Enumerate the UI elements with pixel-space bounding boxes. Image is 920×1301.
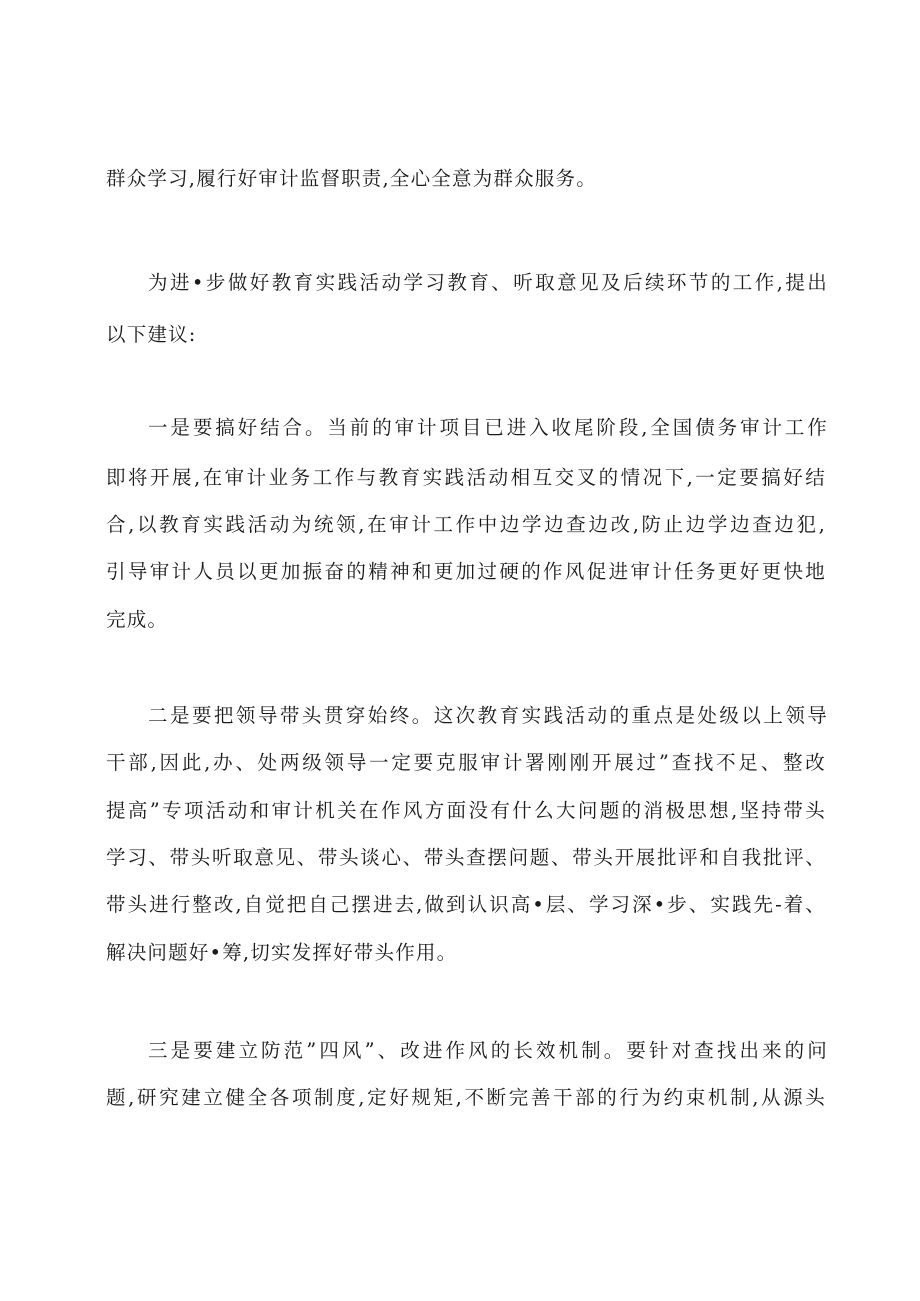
paragraph-suggestion-three-line-2: 题,研究建立健全各项制度,定好规矩,不断完善干部的行为约束机制,从源头 (106, 1086, 826, 1109)
paragraph-suggestion-two-line-3: 提高”专项活动和审计机关在作风方面没有什么大问题的消极思想,坚持带头 (106, 799, 826, 822)
paragraph-suggestion-one-line-4: 引导审计人员以更加振奋的精神和更加过硬的作风促进审计任务更好更快地 (106, 560, 826, 583)
paragraph-suggestions-intro-line-1: 为进•步做好教育实践活动学习教育、听取意见及后续环节的工作,提出 (148, 271, 828, 294)
paragraph-suggestion-two-line-1: 二是要把领导带头贯穿始终。这次教育实践活动的重点是处级以上领导 (148, 704, 828, 727)
paragraph-suggestion-one-line-2: 即将开展,在审计业务工作与教育实践活动相互交叉的情况下,一定要搞好结 (106, 466, 826, 489)
paragraph-suggestion-two-line-5: 带头进行整改,自觉把自己摆进去,做到认识高•层、学习深•步、实践先-着、 (106, 893, 826, 916)
paragraph-suggestion-two-line-4: 学习、带头听取意见、带头谈心、带头查摆问题、带头开展批评和自我批评、 (106, 846, 826, 869)
paragraph-suggestion-two-line-2: 干部,因此,办、处两级领导一定要克服审计署刚刚开展过”查找不足、整改 (106, 751, 826, 774)
paragraph-suggestion-two-line-6: 解决问题好•筹,切实发挥好带头作用。 (106, 941, 458, 964)
paragraph-suggestion-one-line-3: 合,以教育实践活动为统领,在审计工作中边学边查边改,防止边学边查边犯, (106, 513, 826, 536)
paragraph-suggestion-one-line-1: 一是要搞好结合。当前的审计项目已进入收尾阶段,全国债务审计工作 (148, 416, 828, 439)
paragraph-suggestion-one-line-5: 完成。 (106, 608, 169, 631)
paragraph-suggestion-three-line-1: 三是要建立防范”四风”、改进作风的长效机制。要针对查找出来的问 (148, 1039, 828, 1062)
paragraph-suggestions-intro-line-2: 以下建议: (106, 323, 197, 346)
paragraph-continuation-line-1: 群众学习,履行好审计监督职责,全心全意为群众服务。 (106, 167, 597, 190)
